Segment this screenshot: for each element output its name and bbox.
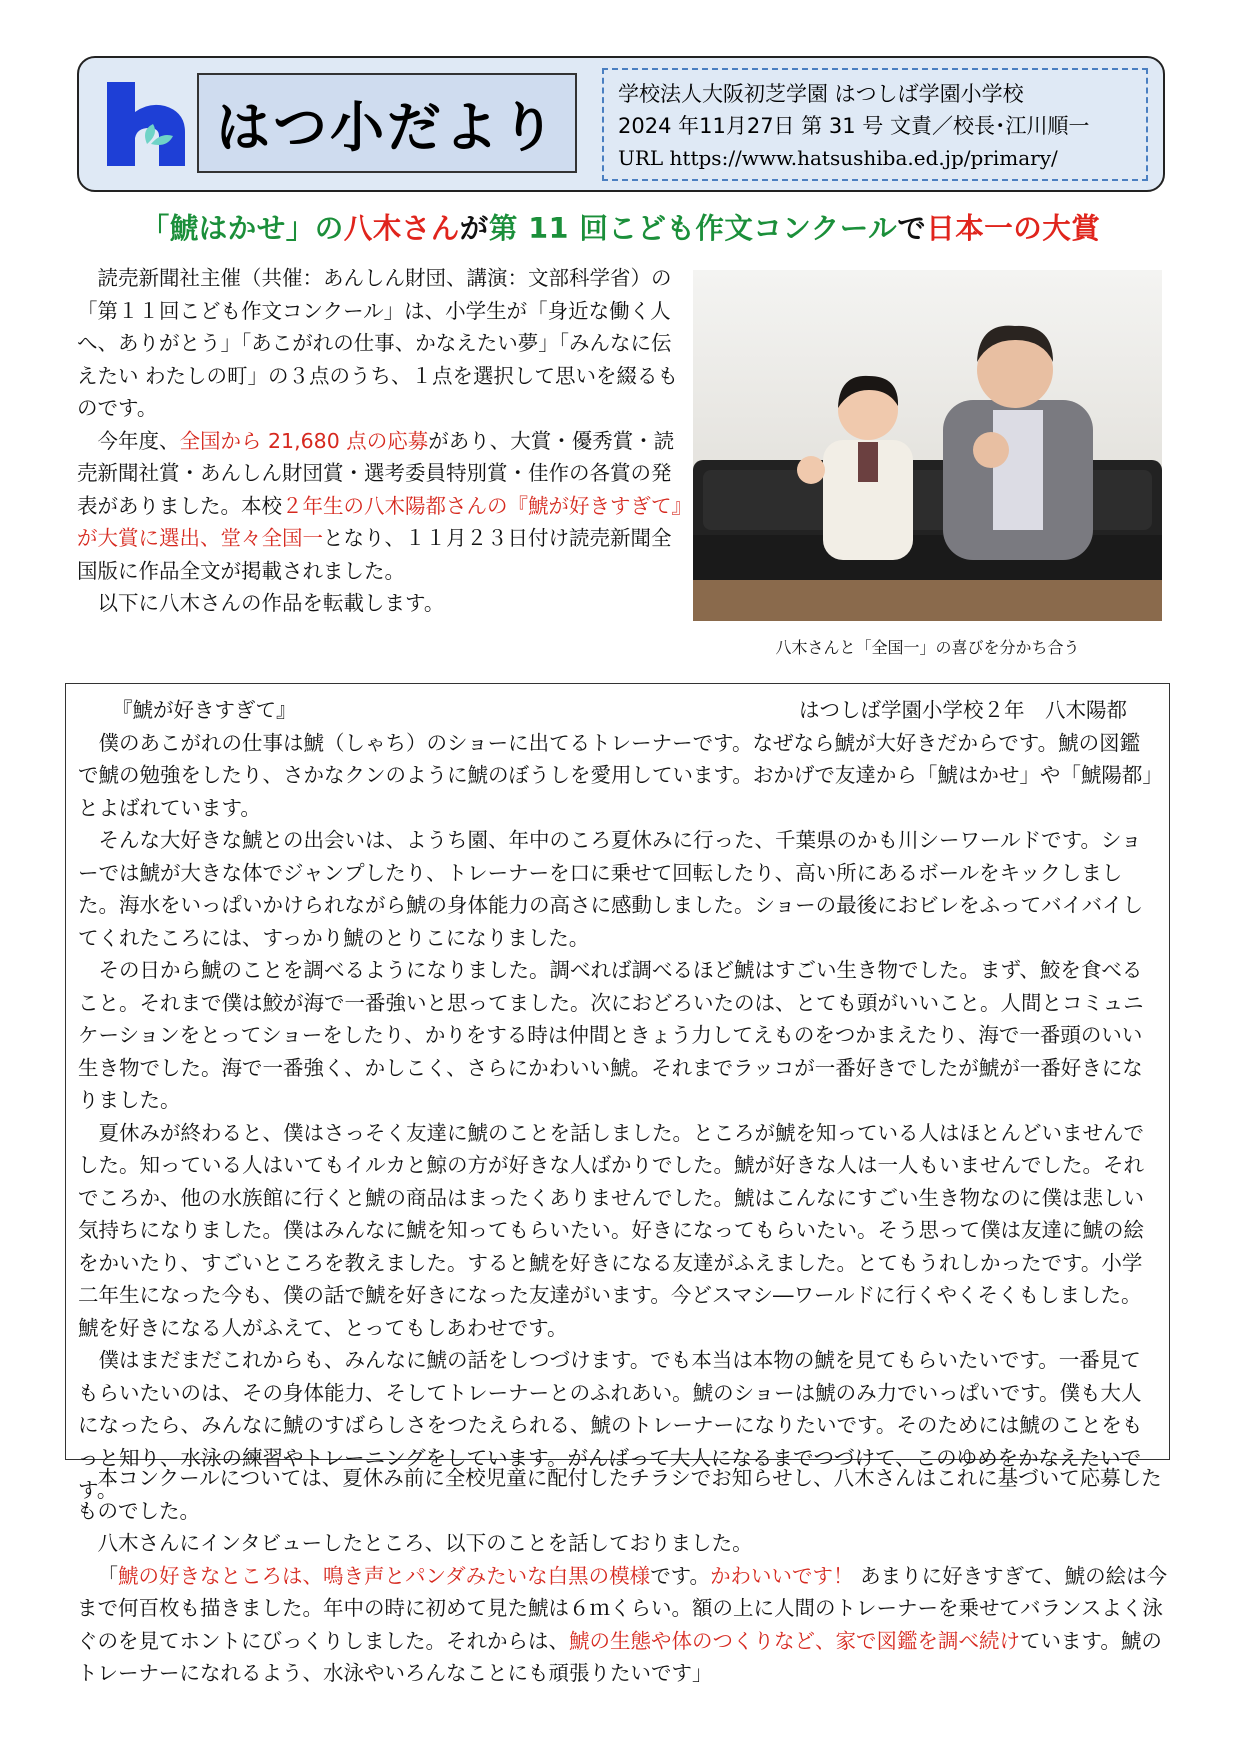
text-span: ています。鯱のトレーナーになれるよう、水泳やいろんなことにも頑張りたいです」 (77, 1628, 1162, 1685)
school-url[interactable]: URL https://www.hatsushiba.ed.jp/primary/ (618, 146, 1058, 170)
essay-paragraph: 夏休みが終わると、僕はさっそく友達に鯱のことを話しました。ところが鯱を知っている人はほとんどいませんでした。知っている人はいてもイルカと鯨の方が好きな人ばかりでした。鯱が好きな人は一人もいませんでした。それでころか、他の水族館に行くと鯱の商品はまったくありませんでした。鯱はこんなにすごい生き物なのに僕は悲しい気持ちになりました。僕はみんなに鯱を知ってもらいたい。好きになってもらいたい。そう思って僕は友達に鯱の絵をかいたり、すごいところを教えました。すると鯱を好きになる友達がふえました。とてもうれしかったです。小学二年生になった今も、僕の話で鯱を好きになった友達がいます。今どスマシ―ワールドに行くやくそくもしました。鯱を好きになる人がふえて、とってもしあわせです。 (78, 1120, 1144, 1340)
text-span: 今年度、 (97, 428, 180, 453)
issue-info: 2024 年11月27日 第 31 号 文責／校長･江川順一 (618, 114, 1090, 138)
outro-text (77, 1462, 1170, 1690)
essay-paragraph: その日から鯱のことを調べるようになりました。調べれば調べるほど鯱はすごい生き物でした。まず、鮫を食べること。それまで僕は鮫が海で一番強いと思ってました。次におどろいたのは、とても頭がいいこと。人間とコミュニケーションをとってショーをしたり、かりをする時は仲間ときょう力してえものをつかまえたり、海で一番頭のいい生き物でした。海で一番強く、かしこく、さらにかわいい鯱。それまでラッコが一番好きでしたが鯱が一番好きになりました。 (78, 958, 1144, 1112)
essay-paragraph: 僕はまだまだこれからも、みんなに鯱の話をしつづけます。でも本当は本物の鯱を見てもらいたいです。一番見てもらいたいのは、その身体能力、そしてトレーナーとのふれあい。鯱のショーは鯱のみ力でいっぱいです。僕も大人になったら、みんなに鯱のすばらしさをつたえられる、鯱のトレーナーになりたいです。そのためには鯱のことをもっと知り、水泳の練習やトレーニングをしています。がんばって大人になるまでつづけて、このゆめをかなえたいです。 (78, 1348, 1143, 1502)
interview-quote (77, 1560, 1170, 1690)
highlight-text: 鯱の好きなところは、鳴き声とパンダみたいな白黒の模様 (118, 1563, 651, 1588)
headline-part: が (459, 212, 489, 245)
title-box (197, 73, 577, 173)
outro-paragraph: 本コンクールについては、夏休み前に全校児童に配付したチラシでお知らせし、八木さんはこれに基づいて応募したものでした。 (77, 1466, 1162, 1523)
headline-part: 日本一の大賞 (926, 212, 1101, 245)
publication-info (602, 68, 1148, 181)
school-logo (101, 78, 193, 170)
headline-part: 「鯱はかせ」の (140, 212, 344, 245)
headline (0, 206, 1241, 247)
photo-caption: 八木さんと「全国一」の喜びを分かち合う (775, 638, 1080, 657)
text-span: があり、大賞・優秀賞・読売新聞社賞・あんしん財団賞・選考委員特別賞・佳作の各賞の発表がありました。本校 (77, 428, 675, 518)
text-span: あまりに好きすぎて、鯱の絵は今まで何百枚も描きました。年中の時に初めて見た鯱は６ｍくらい。額の上に人間のトレーナーを乗せてバランスよく泳ぐのを見てホントにびっくりしました。それからは、 (77, 1563, 1168, 1653)
essay-title: 『鯱が好きすぎて』 (112, 698, 297, 722)
highlight-text: かわいいです！ (710, 1563, 854, 1588)
text-span: となり、１１月２３日付け読売新聞全国版に作品全文が掲載されました。 (77, 526, 672, 583)
essay-header (78, 694, 1157, 727)
highlight-text: 鯱の生態や体のつくりなど、家で図鑑を調べ続け (569, 1628, 1020, 1653)
essay-paragraph: そんな大好きな鯱との出会いは、ようち園、年中のころ夏休みに行った、千葉県のかも川シーワールドです。ショーでは鯱が大きな体でジャンプしたり、トレーナーを口に乗せて回転したり、高い所にあるボールをキックしました。海水をいっぱいかけられながら鯱の身体能力の高さに感動しました。ショーの最後におビレをふってバイバイしてくれたころには、すっかり鯱のとりこになりました。 (78, 828, 1144, 950)
text-span: です。 (650, 1563, 711, 1588)
intro-paragraph: 読売新聞社主催（共催：あんしん財団、講演：文部科学省）の「第１１回こども作文コンクール」は、小学生が「身近な働く人へ、ありがとう」「あこがれの仕事、かなえたい夢」「みんなに伝えたい わたしの町」の３点のうち、１点を選択して思いを綴るものです。 (77, 266, 679, 420)
highlight-text: 全国から 21,680 点の応募 (179, 428, 429, 453)
newsletter-title: はつ小だより (216, 95, 558, 159)
newsletter-header (77, 56, 1165, 192)
school-name: 学校法人大阪初芝学園 はつしば学園小学校 (618, 82, 1024, 106)
intro-text (77, 262, 687, 620)
outro-paragraph: 八木さんにインタビューしたところ、以下のことを話しておりました。 (97, 1531, 753, 1555)
headline-part: 八木さん (343, 212, 460, 245)
essay-paragraph: 僕のあこがれの仕事は鯱（しゃち）のショーに出てるトレーナーです。なぜなら鯱が大好きだからです。鯱の図鑑で鯱の勉強をしたり、さかなクンのように鯱のぼうしを愛用しています。おかげで友達から「鯱はかせ」や「鯱陽都」とよばれています。 (78, 730, 1153, 820)
intro-paragraph (77, 425, 687, 588)
essay-author: はつしば学園小学校２年 八木陽都 (799, 698, 1127, 722)
headline-part: 第 11 回こども作文コンクール (488, 212, 898, 245)
text-span: 「 (97, 1563, 118, 1588)
award-photo (693, 270, 1162, 621)
highlight-text: ２年生の八木陽都さんの『鯱が好きすぎて』が大賞に選出、堂々全国一 (77, 493, 682, 550)
headline-part: で (897, 212, 927, 245)
intro-paragraph: 以下に八木さんの作品を転載します。 (97, 591, 445, 615)
